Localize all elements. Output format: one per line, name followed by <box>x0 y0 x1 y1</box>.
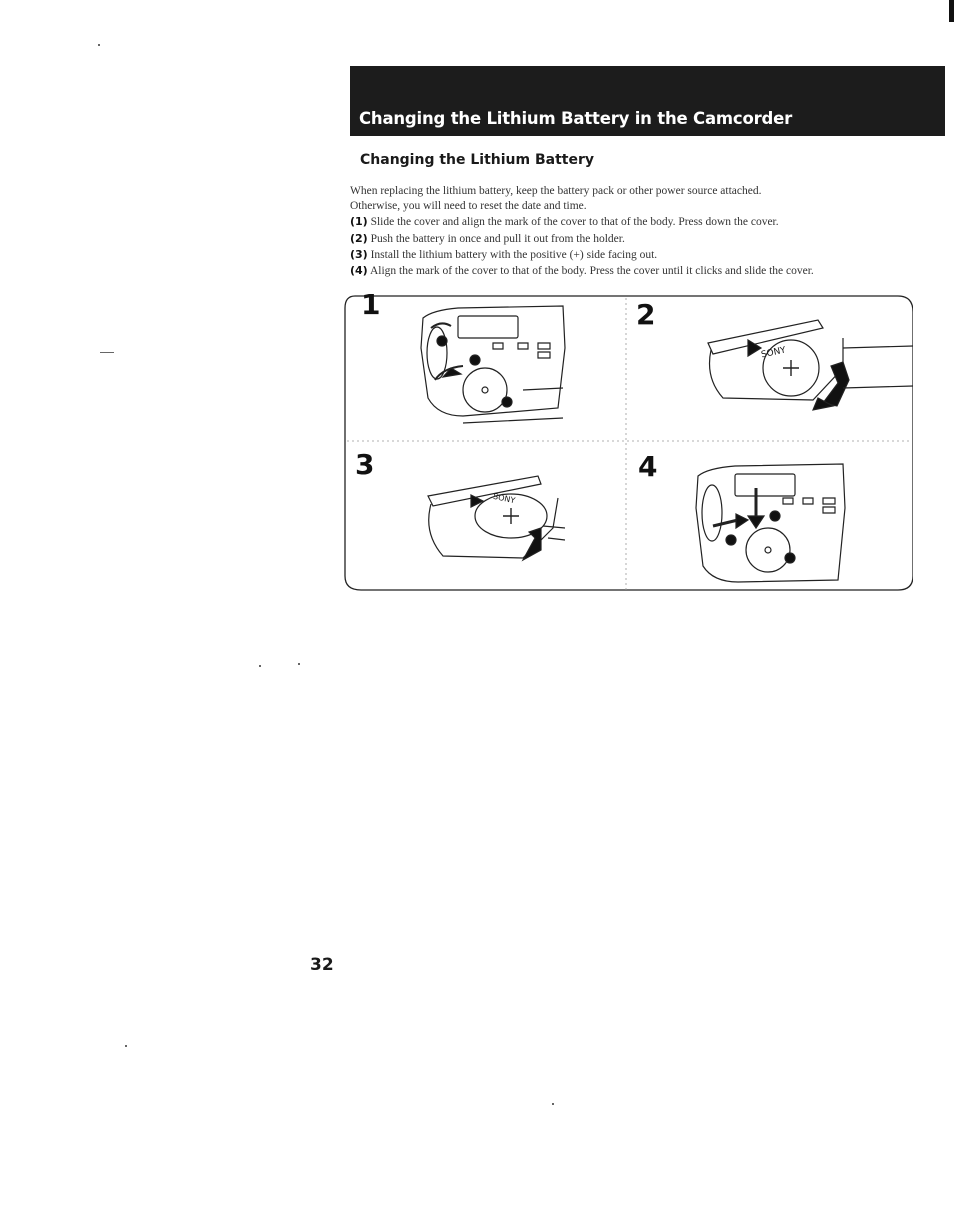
panel-number-1: 1 <box>361 288 381 321</box>
panel-number-2: 2 <box>636 298 656 331</box>
step-item <box>350 247 920 263</box>
page-number: 32 <box>310 955 334 975</box>
scan-speck <box>98 44 100 46</box>
intro-line: Otherwise, you will need to reset the date and time. <box>350 200 587 213</box>
step-text: Align the mark of the cover to that of the body. Press the cover until it clicks and slide the cover. <box>369 265 814 278</box>
battery-label: SONY <box>492 491 516 506</box>
margin-mark <box>949 0 954 22</box>
intro-line: When replacing the lithium battery, keep the battery pack or other power source attached. <box>350 185 762 197</box>
step-number: (4) <box>350 264 368 278</box>
camcorder-illustration-1 <box>421 306 565 423</box>
section-title: Changing the Lithium Battery <box>360 152 595 168</box>
step-number: (3) <box>350 247 368 261</box>
camcorder-illustration-4 <box>696 464 845 582</box>
header-bar <box>350 66 945 136</box>
scan-speck <box>125 1045 127 1047</box>
scan-speck <box>259 665 261 667</box>
camcorder-illustration-3 <box>428 476 565 560</box>
panel-number-4: 4 <box>638 450 658 483</box>
step-item <box>350 214 920 230</box>
step-item <box>350 231 920 247</box>
figure-frame <box>343 288 913 594</box>
camcorder-illustration-2 <box>708 320 913 410</box>
battery-figure <box>343 288 913 594</box>
scan-speck <box>298 663 300 665</box>
step-text: Push the battery in once and pull it out from the holder. <box>370 232 625 245</box>
scan-speck <box>100 352 114 353</box>
battery-label: SONY <box>760 345 787 361</box>
page-title: Changing the Lithium Battery in the Camcorder <box>359 109 793 128</box>
step-number: (1) <box>350 215 368 229</box>
step-text: Install the lithium battery with the positive (+) side facing out. <box>370 248 658 261</box>
step-number: (2) <box>350 231 368 245</box>
step-text: Slide the cover and align the mark of the cover to that of the body. Press down the cover. <box>370 216 779 229</box>
scan-speck <box>552 1103 554 1105</box>
step-item <box>350 263 920 279</box>
panel-number-3: 3 <box>355 448 375 481</box>
instructions <box>350 184 920 279</box>
